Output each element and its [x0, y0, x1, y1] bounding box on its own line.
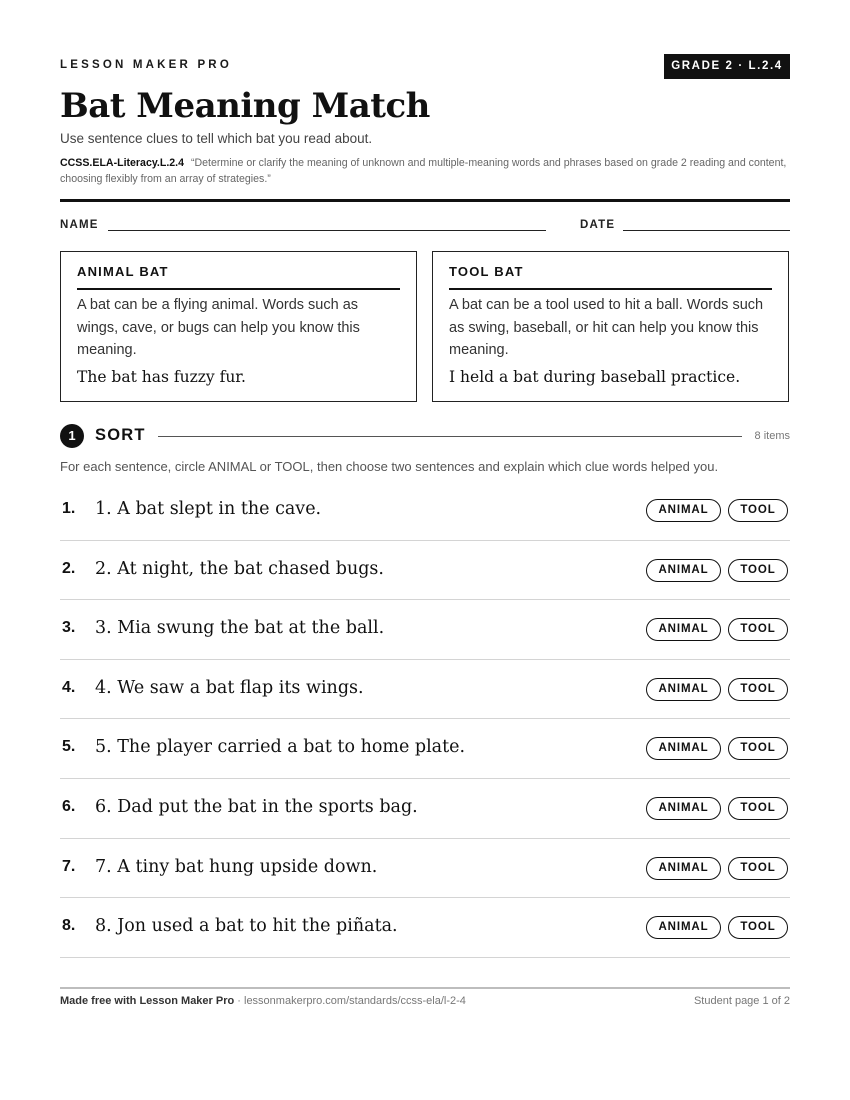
- question-item: [60, 898, 790, 958]
- tool-option-pill[interactable]: TOOL: [728, 618, 788, 641]
- question-number: 2.: [62, 559, 76, 577]
- tool-option-pill[interactable]: TOOL: [728, 857, 788, 880]
- question-text: 6. Dad put the bat in the sports bag.: [95, 796, 418, 817]
- question-text: 4. We saw a bat flap its wings.: [95, 677, 364, 698]
- footer: [60, 995, 790, 1007]
- tool-option-pill[interactable]: TOOL: [728, 916, 788, 939]
- section-instructions: For each sentence, circle ANIMAL or TOOL, then choose two sentences and explain which clue words helped you.: [60, 459, 719, 474]
- date-label: DATE: [580, 219, 616, 231]
- question-item: [60, 600, 790, 660]
- animal-option-pill[interactable]: ANIMAL: [646, 916, 721, 939]
- question-number: 7.: [62, 857, 76, 875]
- animal-option-pill[interactable]: ANIMAL: [646, 737, 721, 760]
- grade-badge: GRADE 2 · L.2.4: [664, 54, 790, 79]
- date-line[interactable]: [623, 230, 790, 231]
- tool-option-pill[interactable]: TOOL: [728, 678, 788, 701]
- question-text: 3. Mia swung the bat at the ball.: [95, 618, 385, 639]
- tool-option-pill[interactable]: TOOL: [728, 737, 788, 760]
- card-divider: [77, 288, 400, 290]
- section-divider: [158, 436, 742, 437]
- section-number-badge: 1: [60, 424, 84, 448]
- card-title: TOOL BAT: [449, 264, 524, 279]
- animal-option-pill[interactable]: ANIMAL: [646, 678, 721, 701]
- section-title: SORT: [95, 426, 146, 444]
- card-divider: [449, 288, 772, 290]
- question-number: 4.: [62, 678, 76, 696]
- standard-note: [60, 155, 790, 187]
- question-text: 1. A bat slept in the cave.: [95, 499, 322, 519]
- section-header: [60, 424, 790, 448]
- tool-option-pill[interactable]: TOOL: [728, 797, 788, 820]
- animal-option-pill[interactable]: ANIMAL: [646, 499, 721, 522]
- card-example: I held a bat during baseball practice.: [449, 368, 741, 386]
- footer-url[interactable]: · lessonmakerpro.com/standards/ccss-ela/l-2-4: [234, 995, 466, 1007]
- card-title: ANIMAL BAT: [77, 264, 169, 279]
- standard-text: “Determine or clarify the meaning of unknown and multiple-meaning words and phrases based on grade 2 reading and content, choosing flexibly from an array of strategies.”: [60, 157, 787, 185]
- header-divider: [60, 199, 790, 202]
- question-text: 2. At night, the bat chased bugs.: [95, 558, 384, 579]
- animal-bat-card: [60, 251, 417, 402]
- animal-option-pill[interactable]: ANIMAL: [646, 857, 721, 880]
- item-count: 8 items: [754, 430, 790, 442]
- header-bar: [60, 54, 790, 80]
- question-number: 3.: [62, 619, 76, 637]
- animal-option-pill[interactable]: ANIMAL: [646, 797, 721, 820]
- question-text: 7. A tiny bat hung upside down.: [95, 856, 378, 877]
- standard-code: CCSS.ELA-Literacy.L.2.4: [60, 157, 185, 169]
- question-number: 6.: [62, 797, 76, 815]
- card-example: The bat has fuzzy fur.: [77, 368, 246, 386]
- footer-credit: Made free with Lesson Maker Pro: [60, 995, 235, 1007]
- question-number: 5.: [62, 738, 76, 756]
- animal-option-pill[interactable]: ANIMAL: [646, 618, 721, 641]
- name-label: NAME: [60, 219, 99, 231]
- question-item: [60, 839, 790, 899]
- brand-name: LESSON MAKER PRO: [60, 59, 232, 71]
- page-title: Bat Meaning Match: [60, 86, 430, 126]
- name-line[interactable]: [108, 230, 546, 231]
- card-body: A bat can be a flying animal. Words such as wings, cave, or bugs can help you know this meaning.: [77, 297, 360, 358]
- question-list: [60, 481, 790, 958]
- question-text: 8. Jon used a bat to hit the piñata.: [95, 916, 398, 937]
- tool-bat-card: [432, 251, 789, 402]
- question-item: [60, 719, 790, 779]
- tool-option-pill[interactable]: TOOL: [728, 499, 788, 522]
- question-number: 1.: [62, 500, 76, 517]
- question-item: [60, 779, 790, 839]
- question-text: 5. The player carried a bat to home plate.: [95, 737, 466, 758]
- question-item: [60, 541, 790, 601]
- footer-divider: [60, 987, 790, 989]
- question-number: 8.: [62, 917, 76, 935]
- tool-option-pill[interactable]: TOOL: [728, 559, 788, 582]
- card-body: A bat can be a tool used to hit a ball. Words such as swing, baseball, or hit can help you know this meaning.: [449, 297, 764, 358]
- page-subtitle: Use sentence clues to tell which bat you read about.: [60, 131, 373, 146]
- animal-option-pill[interactable]: ANIMAL: [646, 559, 721, 582]
- question-item: [60, 660, 790, 720]
- page-indicator: Student page 1 of 2: [693, 995, 790, 1007]
- name-date-row: [60, 219, 790, 233]
- question-item: [60, 481, 790, 541]
